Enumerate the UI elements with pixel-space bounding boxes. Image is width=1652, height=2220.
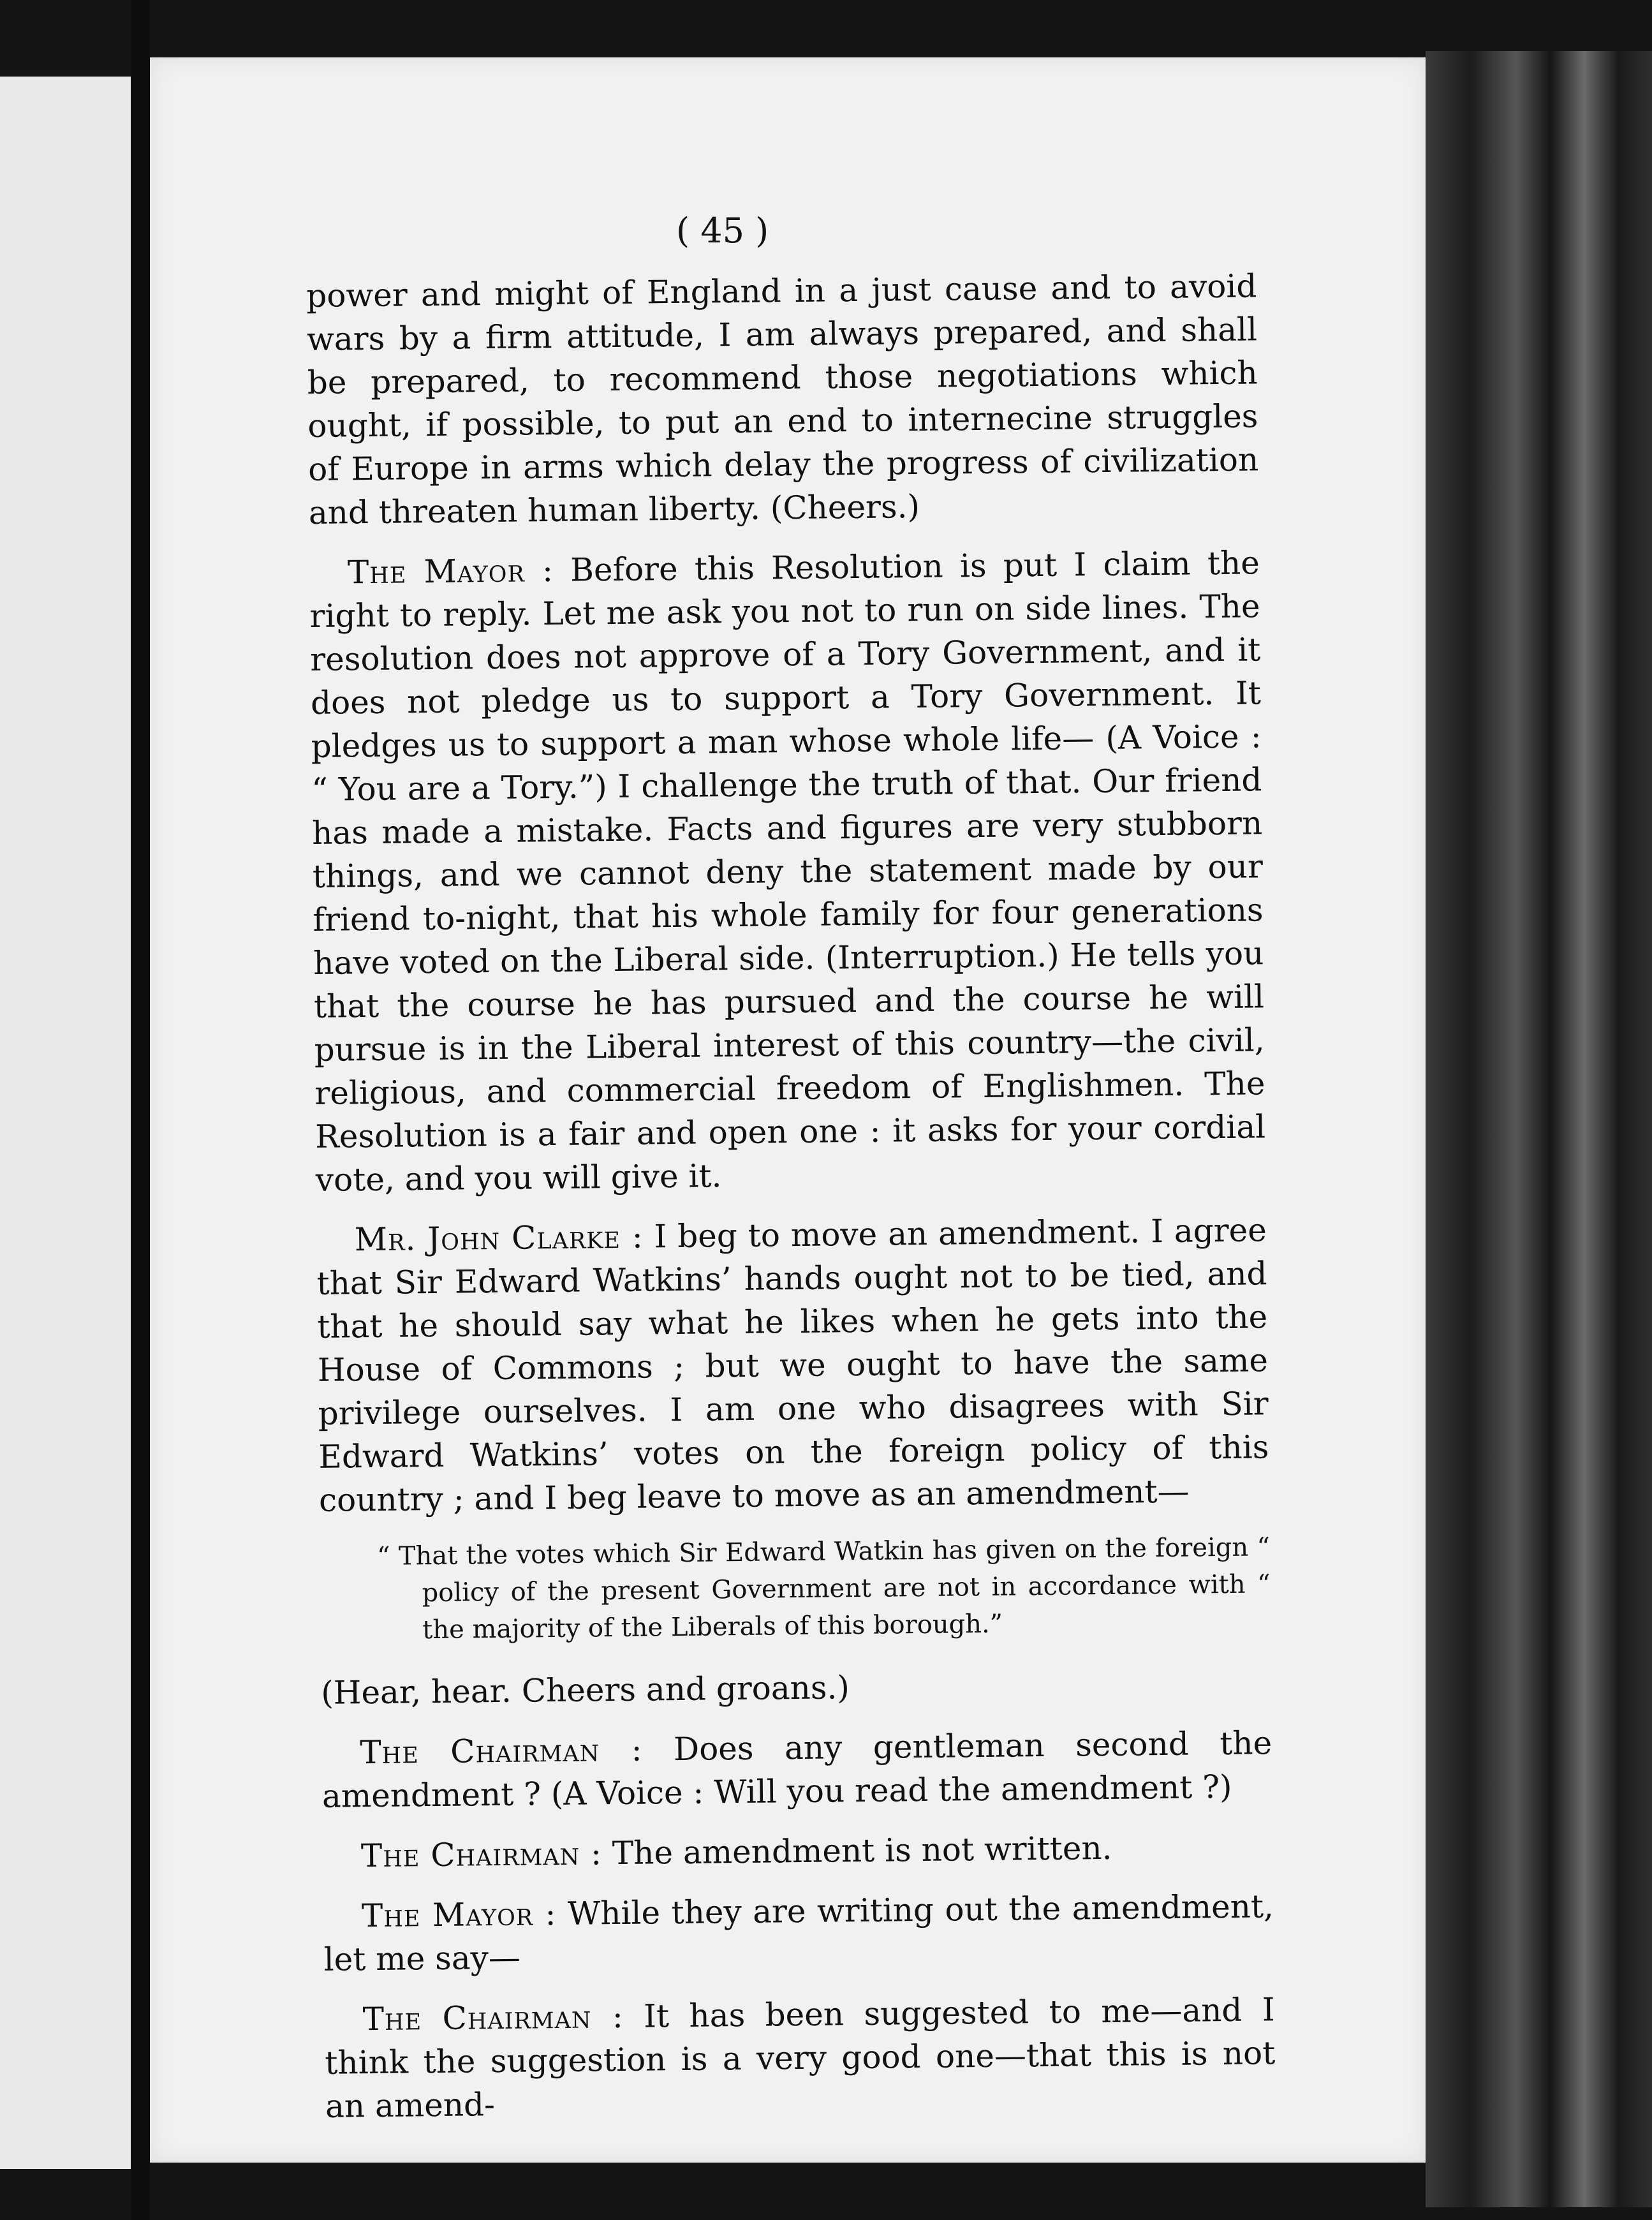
- speaker-label: The Mayor :: [361, 1895, 557, 1935]
- paragraph-chairman-second: [321, 1721, 1272, 1818]
- speaker-label: The Chairman :: [360, 1835, 603, 1875]
- paragraph-text: It has been suggested to me—and I think the suggestion is a very good one—that this is not an amend-: [325, 1991, 1276, 2125]
- speaker-label: The Chairman :: [362, 1997, 624, 2038]
- page-text: [306, 264, 1276, 2144]
- paragraph-chairman-suggestion: [324, 1988, 1276, 2128]
- paragraph-text: Before this Resolution is put I claim the right to reply. Let me ask you not to run on side lines. The resolution does not approve of a Tory Government, and it does not pledge us to support a Tory Government. It pledges us to support a man whose whole life— (A Voice : “ You are a Tory.”) I challenge the truth of that. Our friend has made a mistake. Facts and figures are very stubborn things, and we cannot deny the statement made by our friend to-night, that his whole family for four generations have voted on the Liberal side. (Interruption.) He tells you that the course he has pursued and the course he will pursue is in the Liberal interest of this country—the civil, religious, and commercial freedom of Englishmen. The Resolution is a fair and open one : it asks for your cordial vote, and you will give it.: [309, 544, 1266, 1199]
- paragraph-text: power and might of England in a just cause and to avoid wars by a firm attitude, I am always prepared, and shall be prepared, to recommend those negotiations which ought, if possible, to put an end to internecine struggles of Europe in arms which delay the progress of civilization and threaten human liberty. (Cheers.): [306, 267, 1259, 531]
- amendment-quote: “ That the votes which Sir Edward Watkin has given on the foreign “ policy of the present Government are not in accordance with “ the majority of the Liberals of this borough.”: [376, 1532, 1271, 1645]
- paragraph-chairman-not-written: [323, 1824, 1274, 1878]
- paragraph-text: The amendment is not written.: [612, 1829, 1112, 1872]
- paragraph-text: While they are writing out the amendment, let me say—: [323, 1888, 1274, 1978]
- speaker-label: Mr. John Clarke :: [354, 1218, 644, 1259]
- paragraph-reaction: (Hear, hear. Cheers and groans.): [320, 1669, 850, 1712]
- paragraph-mayor-let-me-say: [323, 1884, 1274, 1981]
- speaker-label: The Chairman :: [359, 1731, 643, 1772]
- paragraph-text: I beg to move an amendment. I agree that Sir Edward Watkins’ hands ought not to be tied, and that he should say what he likes when he gets into the House of Commons ; but we ought to have the same privilege ourselves. I am one who disagrees with Sir Edward Watkins’ votes on the foreign policy of this country ; and I beg leave to move as an amendment—: [316, 1211, 1269, 1519]
- left-page-edge: [0, 77, 135, 2169]
- speaker-label: The Mayor :: [347, 551, 554, 591]
- page-number: ( 45 ): [676, 211, 769, 251]
- book-gutter: [131, 0, 150, 2220]
- paragraph-mayor-reply: [309, 541, 1267, 1202]
- paragraph-john-clarke: [316, 1208, 1269, 1522]
- book-spine: [1426, 51, 1652, 2207]
- paragraph-continued: [306, 264, 1259, 535]
- paragraph-text: Does any gentleman second the amendment ? (A Voice : Will you read the amendment ?): [321, 1724, 1272, 1815]
